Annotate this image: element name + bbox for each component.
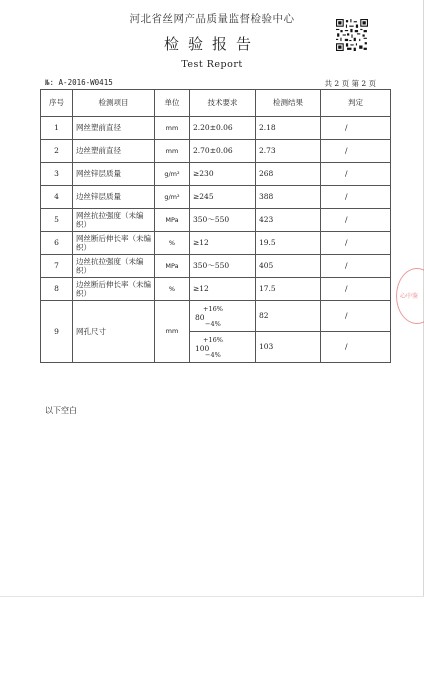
cell-verdict: / bbox=[321, 332, 391, 363]
cell-verdict: / bbox=[321, 186, 391, 209]
cell-requirement: ≥12 bbox=[190, 232, 256, 255]
report-number: №: A-2016-W0415 bbox=[45, 78, 113, 87]
page-info: 共 2 页 第 2 页 bbox=[324, 79, 376, 88]
cell-item: 网丝锌层质量 bbox=[73, 163, 155, 186]
tolerance-nominal: 80 bbox=[195, 313, 205, 322]
cell-verdict: / bbox=[321, 140, 391, 163]
cell-verdict: / bbox=[321, 301, 391, 332]
cell-item: 网孔尺寸 bbox=[73, 301, 155, 363]
cell-no: 7 bbox=[41, 255, 73, 278]
cell-requirement: ≥245 bbox=[190, 186, 256, 209]
table-row bbox=[41, 117, 391, 140]
report-title-english: Test Report bbox=[181, 59, 243, 70]
cell-requirement: ≥12 bbox=[190, 278, 256, 301]
cell-no: 2 bbox=[41, 140, 73, 163]
cell-requirement-tolerance bbox=[190, 301, 256, 332]
cell-item: 边丝抗拉强度（未编织） bbox=[73, 255, 155, 278]
cell-result: 82 bbox=[256, 301, 321, 332]
cell-result: 17.5 bbox=[256, 278, 321, 301]
organization-name: 河北省丝网产品质量监督检验中心 bbox=[129, 13, 295, 25]
cell-verdict: / bbox=[321, 232, 391, 255]
cell-unit: % bbox=[155, 232, 190, 255]
cell-result: 2.18 bbox=[256, 117, 321, 140]
cell-result: 2.73 bbox=[256, 140, 321, 163]
cell-no: 8 bbox=[41, 278, 73, 301]
cell-result: 423 bbox=[256, 209, 321, 232]
cell-verdict: / bbox=[321, 209, 391, 232]
cell-item: 网丝塑前直径 bbox=[73, 117, 155, 140]
cell-no: 5 bbox=[41, 209, 73, 232]
header-item: 检测项目 bbox=[73, 90, 155, 117]
cell-verdict: / bbox=[321, 255, 391, 278]
cell-item: 边丝断后伸长率（未编织） bbox=[73, 278, 155, 301]
cell-unit: MPa bbox=[155, 209, 190, 232]
cell-no: 1 bbox=[41, 117, 73, 140]
cell-no: 9 bbox=[41, 301, 73, 363]
cell-verdict: / bbox=[321, 278, 391, 301]
tolerance-nominal: 100 bbox=[195, 344, 210, 353]
cell-item: 边丝锌层质量 bbox=[73, 186, 155, 209]
cell-unit: mm bbox=[155, 117, 190, 140]
cell-no: 6 bbox=[41, 232, 73, 255]
cell-result: 103 bbox=[256, 332, 321, 363]
cell-result: 19.5 bbox=[256, 232, 321, 255]
cell-unit: mm bbox=[155, 140, 190, 163]
tolerance-lower: −4% bbox=[205, 351, 221, 359]
table-row bbox=[41, 255, 391, 278]
cell-unit: g/m² bbox=[155, 163, 190, 186]
tolerance-lower: −4% bbox=[205, 320, 221, 328]
cell-unit: mm bbox=[155, 301, 190, 363]
tolerance-upper: +16% bbox=[203, 305, 223, 313]
cell-requirement: 350～550 bbox=[190, 255, 256, 278]
cell-result: 405 bbox=[256, 255, 321, 278]
table-row bbox=[41, 278, 391, 301]
header-unit: 单位 bbox=[155, 90, 190, 117]
cell-unit: g/m² bbox=[155, 186, 190, 209]
cell-unit: % bbox=[155, 278, 190, 301]
header-result: 检测结果 bbox=[256, 90, 321, 117]
cell-requirement: 2.70±0.06 bbox=[190, 140, 256, 163]
results-table bbox=[40, 89, 391, 363]
cell-result: 388 bbox=[256, 186, 321, 209]
table-row bbox=[41, 186, 391, 209]
cell-requirement: 2.20±0.06 bbox=[190, 117, 256, 140]
cell-no: 3 bbox=[41, 163, 73, 186]
header-no: 序号 bbox=[41, 90, 73, 117]
cell-verdict: / bbox=[321, 163, 391, 186]
cell-requirement: ≥230 bbox=[190, 163, 256, 186]
cell-item: 网丝断后伸长率（未编织） bbox=[73, 232, 155, 255]
cell-item: 边丝塑前直径 bbox=[73, 140, 155, 163]
tolerance-upper: +16% bbox=[203, 336, 223, 344]
header-verdict: 判定 bbox=[321, 90, 391, 117]
table-row bbox=[41, 163, 391, 186]
below-blank-note: 以下空白 bbox=[45, 406, 77, 415]
table-row bbox=[41, 301, 391, 332]
cell-requirement-tolerance bbox=[190, 332, 256, 363]
cell-item: 网丝抗拉强度（未编织） bbox=[73, 209, 155, 232]
cell-requirement: 350～550 bbox=[190, 209, 256, 232]
cell-no: 4 bbox=[41, 186, 73, 209]
seal-text: 心中鉴 bbox=[400, 293, 419, 300]
table-row bbox=[41, 209, 391, 232]
cell-unit: MPa bbox=[155, 255, 190, 278]
header-requirement: 技术要求 bbox=[190, 90, 256, 117]
table-header-row bbox=[41, 90, 391, 117]
cell-result: 268 bbox=[256, 163, 321, 186]
table-row bbox=[41, 140, 391, 163]
table-row bbox=[41, 232, 391, 255]
cell-verdict: / bbox=[321, 117, 391, 140]
report-title: 检验报告 bbox=[163, 35, 260, 53]
